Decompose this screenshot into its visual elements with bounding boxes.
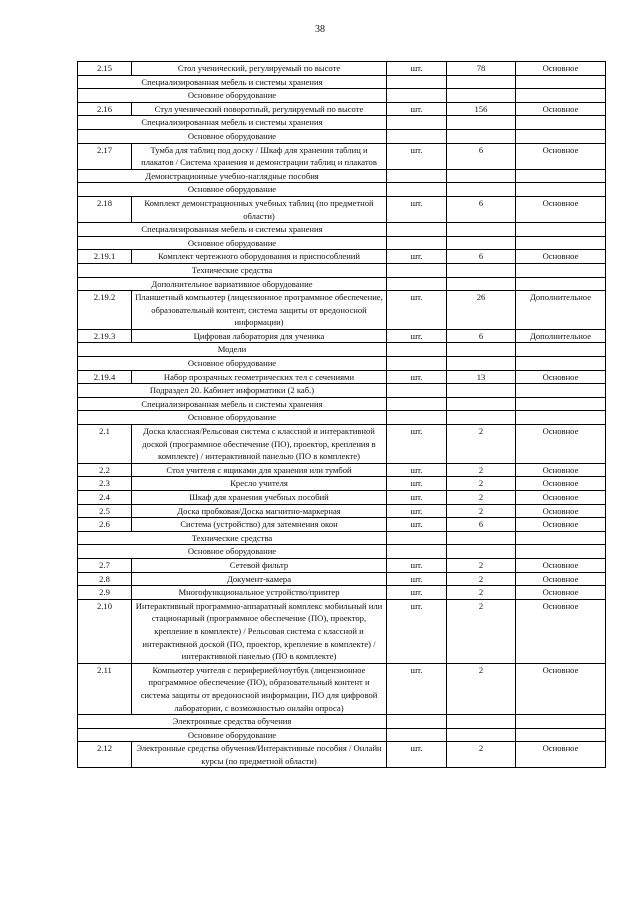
item-number: 2.19.4 (78, 370, 132, 384)
item-name: Набор прозрачных геометрических тел с сечениями (132, 370, 387, 384)
item-number: 2.19.2 (78, 291, 132, 330)
section-title: Дополнительное вариативное оборудование (78, 277, 387, 291)
empty-cell (447, 263, 516, 277)
empty-cell (387, 169, 447, 183)
item-quantity: 6 (447, 250, 516, 264)
empty-cell (387, 397, 447, 411)
empty-cell (447, 715, 516, 729)
table-row (78, 572, 606, 586)
empty-cell (387, 411, 447, 425)
table-row (78, 518, 606, 532)
item-name: Сетевой фильтр (132, 558, 387, 572)
item-type: Основное (516, 572, 606, 586)
item-type: Дополнительное (516, 329, 606, 343)
item-type: Основное (516, 558, 606, 572)
item-quantity: 6 (447, 518, 516, 532)
item-quantity: 2 (447, 586, 516, 600)
empty-cell (516, 129, 606, 143)
item-quantity: 2 (447, 663, 516, 714)
table-row (78, 558, 606, 572)
item-unit: шт. (387, 504, 447, 518)
table-row (78, 463, 606, 477)
item-number: 2.2 (78, 463, 132, 477)
section-row (78, 343, 606, 357)
item-quantity: 2 (447, 491, 516, 505)
section-title: Основное оборудование (78, 183, 387, 197)
item-type: Основное (516, 491, 606, 505)
item-unit: шт. (387, 742, 447, 768)
section-row (78, 89, 606, 103)
item-unit: шт. (387, 143, 447, 169)
empty-cell (447, 397, 516, 411)
empty-cell (516, 89, 606, 103)
item-unit: шт. (387, 558, 447, 572)
empty-cell (387, 343, 447, 357)
item-number: 2.19.1 (78, 250, 132, 264)
item-type: Основное (516, 518, 606, 532)
section-row (78, 169, 606, 183)
empty-cell (447, 357, 516, 371)
empty-cell (516, 728, 606, 742)
empty-cell (447, 223, 516, 237)
empty-cell (387, 545, 447, 559)
empty-cell (516, 397, 606, 411)
empty-cell (447, 728, 516, 742)
empty-cell (516, 183, 606, 197)
section-row (78, 277, 606, 291)
table-row (78, 504, 606, 518)
empty-cell (387, 715, 447, 729)
table-row (78, 250, 606, 264)
item-name: Стол учителя с ящиками для хранения или тумбой (132, 463, 387, 477)
table-row (78, 425, 606, 464)
section-row (78, 545, 606, 559)
item-name: Доска классная/Рельсовая система с классной и интерактивной доской (программное обеспечение (ПО), проектор, крепления в комплекте) / интерактивной панелью (ПО в комплекте) (132, 425, 387, 464)
item-number: 2.7 (78, 558, 132, 572)
section-title: Основное оборудование (78, 129, 387, 143)
table-row (78, 291, 606, 330)
empty-cell (387, 75, 447, 89)
item-name: Планшетный компьютер (лицензионное программное обеспечение, образовательный контент, система защиты от вредоносной информации) (132, 291, 387, 330)
section-row (78, 263, 606, 277)
item-quantity: 2 (447, 425, 516, 464)
equipment-table (77, 61, 606, 768)
item-type: Основное (516, 250, 606, 264)
item-unit: шт. (387, 62, 447, 76)
item-number: 2.12 (78, 742, 132, 768)
empty-cell (447, 531, 516, 545)
item-unit: шт. (387, 196, 447, 222)
item-unit: шт. (387, 370, 447, 384)
item-type: Основное (516, 102, 606, 116)
section-title: Модели (78, 343, 387, 357)
empty-cell (516, 223, 606, 237)
empty-cell (447, 116, 516, 130)
empty-cell (387, 223, 447, 237)
table-row (78, 102, 606, 116)
empty-cell (516, 236, 606, 250)
item-unit: шт. (387, 329, 447, 343)
item-number: 2.6 (78, 518, 132, 532)
item-quantity: 2 (447, 477, 516, 491)
item-name: Стул ученический поворотный, регулируемый по высоте (132, 102, 387, 116)
section-title: Основное оборудование (78, 545, 387, 559)
table-row (78, 370, 606, 384)
empty-cell (387, 129, 447, 143)
item-type: Основное (516, 196, 606, 222)
item-quantity: 2 (447, 599, 516, 663)
item-quantity: 13 (447, 370, 516, 384)
section-title: Технические средства (78, 531, 387, 545)
item-unit: шт. (387, 586, 447, 600)
item-quantity: 2 (447, 504, 516, 518)
item-type: Основное (516, 143, 606, 169)
section-row (78, 411, 606, 425)
item-number: 2.8 (78, 572, 132, 586)
section-title: Специализированная мебель и системы хранения (78, 397, 387, 411)
section-row (78, 183, 606, 197)
empty-cell (387, 277, 447, 291)
section-title: Основное оборудование (78, 411, 387, 425)
item-unit: шт. (387, 291, 447, 330)
empty-cell (516, 75, 606, 89)
section-title: Специализированная мебель и системы хранения (78, 75, 387, 89)
section-row (78, 75, 606, 89)
item-name: Тумба для таблиц под доску / Шкаф для хранения таблиц и плакатов / Система хранения и демонстрации таблиц и плакатов (132, 143, 387, 169)
empty-cell (387, 183, 447, 197)
item-number: 2.16 (78, 102, 132, 116)
section-row (78, 116, 606, 130)
item-type: Основное (516, 742, 606, 768)
item-unit: шт. (387, 250, 447, 264)
item-type: Основное (516, 504, 606, 518)
empty-cell (516, 343, 606, 357)
section-title: Демонстрационные учебно-наглядные пособия (78, 169, 387, 183)
table-row (78, 329, 606, 343)
item-type: Основное (516, 663, 606, 714)
item-unit: шт. (387, 102, 447, 116)
item-unit: шт. (387, 425, 447, 464)
item-type: Основное (516, 425, 606, 464)
table-row (78, 599, 606, 663)
section-title: Основное оборудование (78, 357, 387, 371)
section-title: Основное оборудование (78, 728, 387, 742)
section-title: Подраздел 20. Кабинет информатики (2 каб.) (78, 384, 387, 398)
table-row (78, 477, 606, 491)
empty-cell (447, 89, 516, 103)
item-number: 2.1 (78, 425, 132, 464)
item-number: 2.10 (78, 599, 132, 663)
section-row (78, 357, 606, 371)
item-number: 2.17 (78, 143, 132, 169)
item-type: Основное (516, 586, 606, 600)
item-unit: шт. (387, 599, 447, 663)
item-quantity: 2 (447, 463, 516, 477)
empty-cell (447, 75, 516, 89)
section-row (78, 531, 606, 545)
item-name: Электронные средства обучения/Интерактивные пособия / Онлайн курсы (по предметной области) (132, 742, 387, 768)
empty-cell (447, 183, 516, 197)
empty-cell (447, 277, 516, 291)
empty-cell (516, 715, 606, 729)
item-name: Шкаф для хранения учебных пособий (132, 491, 387, 505)
item-name: Цифровая лаборатория для ученика (132, 329, 387, 343)
section-title: Основное оборудование (78, 89, 387, 103)
item-unit: шт. (387, 491, 447, 505)
section-title: Специализированная мебель и системы хранения (78, 223, 387, 237)
item-number: 2.18 (78, 196, 132, 222)
empty-cell (387, 357, 447, 371)
table-row (78, 62, 606, 76)
item-unit: шт. (387, 477, 447, 491)
item-type: Основное (516, 463, 606, 477)
item-name: Многофункциональное устройство/принтер (132, 586, 387, 600)
empty-cell (516, 411, 606, 425)
empty-cell (387, 89, 447, 103)
item-name: Система (устройство) для затемнения окон (132, 518, 387, 532)
table-row (78, 196, 606, 222)
item-quantity: 2 (447, 572, 516, 586)
empty-cell (516, 116, 606, 130)
item-unit: шт. (387, 663, 447, 714)
empty-cell (447, 411, 516, 425)
empty-cell (516, 531, 606, 545)
section-row (78, 728, 606, 742)
empty-cell (447, 384, 516, 398)
empty-cell (516, 169, 606, 183)
empty-cell (387, 384, 447, 398)
empty-cell (387, 531, 447, 545)
table-row (78, 491, 606, 505)
empty-cell (447, 236, 516, 250)
empty-cell (387, 236, 447, 250)
empty-cell (387, 116, 447, 130)
table-row (78, 663, 606, 714)
item-name: Стол ученический, регулируемый по высоте (132, 62, 387, 76)
item-type: Основное (516, 599, 606, 663)
item-number: 2.5 (78, 504, 132, 518)
page-number: 38 (315, 24, 325, 35)
item-quantity: 6 (447, 196, 516, 222)
table-row (78, 143, 606, 169)
item-quantity: 2 (447, 742, 516, 768)
empty-cell (516, 384, 606, 398)
table-row (78, 586, 606, 600)
item-unit: шт. (387, 463, 447, 477)
item-name: Комплект демонстрационных учебных таблиц (по предметной области) (132, 196, 387, 222)
empty-cell (516, 357, 606, 371)
empty-cell (387, 263, 447, 277)
empty-cell (516, 545, 606, 559)
section-row (78, 236, 606, 250)
empty-cell (447, 545, 516, 559)
item-number: 2.3 (78, 477, 132, 491)
section-title: Технические средства (78, 263, 387, 277)
section-row (78, 397, 606, 411)
item-type: Основное (516, 62, 606, 76)
section-row (78, 223, 606, 237)
item-name: Документ-камера (132, 572, 387, 586)
empty-cell (516, 277, 606, 291)
item-quantity: 2 (447, 558, 516, 572)
section-title: Основное оборудование (78, 236, 387, 250)
item-quantity: 26 (447, 291, 516, 330)
item-name: Интерактивный программно-аппаратный комплекс мобильный или стационарный (программное обеспечение (ПО), проектор, крепление в комплекте) / Рельсовая система с классной и интерактивной доской (ПО, проектор, крепление в комплекте) / интерактивной панелью (ПО в комплекте) (132, 599, 387, 663)
empty-cell (447, 129, 516, 143)
item-quantity: 78 (447, 62, 516, 76)
empty-cell (447, 169, 516, 183)
item-unit: шт. (387, 572, 447, 586)
item-type: Дополнительное (516, 291, 606, 330)
section-title: Электронные средства обучения (78, 715, 387, 729)
item-quantity: 6 (447, 329, 516, 343)
item-number: 2.9 (78, 586, 132, 600)
item-name: Комплект чертежного оборудования и приспособлений (132, 250, 387, 264)
item-name: Доска пробковая/Доска магнитно-маркерная (132, 504, 387, 518)
section-row (78, 129, 606, 143)
item-number: 2.11 (78, 663, 132, 714)
item-unit: шт. (387, 518, 447, 532)
empty-cell (516, 263, 606, 277)
section-row (78, 384, 606, 398)
item-number: 2.19.3 (78, 329, 132, 343)
equipment-table-body (78, 62, 606, 768)
item-number: 2.4 (78, 491, 132, 505)
table-row (78, 742, 606, 768)
item-type: Основное (516, 370, 606, 384)
item-name: Кресло учителя (132, 477, 387, 491)
empty-cell (387, 728, 447, 742)
item-number: 2.15 (78, 62, 132, 76)
item-quantity: 6 (447, 143, 516, 169)
section-title: Специализированная мебель и системы хранения (78, 116, 387, 130)
item-type: Основное (516, 477, 606, 491)
section-row (78, 715, 606, 729)
item-name: Компьютер учителя с периферией/ноутбук (лицензионное программное обеспечение (ПО), образовательный контент и система защиты от вредоносной информации, ПО для цифровой лаборатории, с возможностью онлайн опроса) (132, 663, 387, 714)
empty-cell (447, 343, 516, 357)
item-quantity: 156 (447, 102, 516, 116)
